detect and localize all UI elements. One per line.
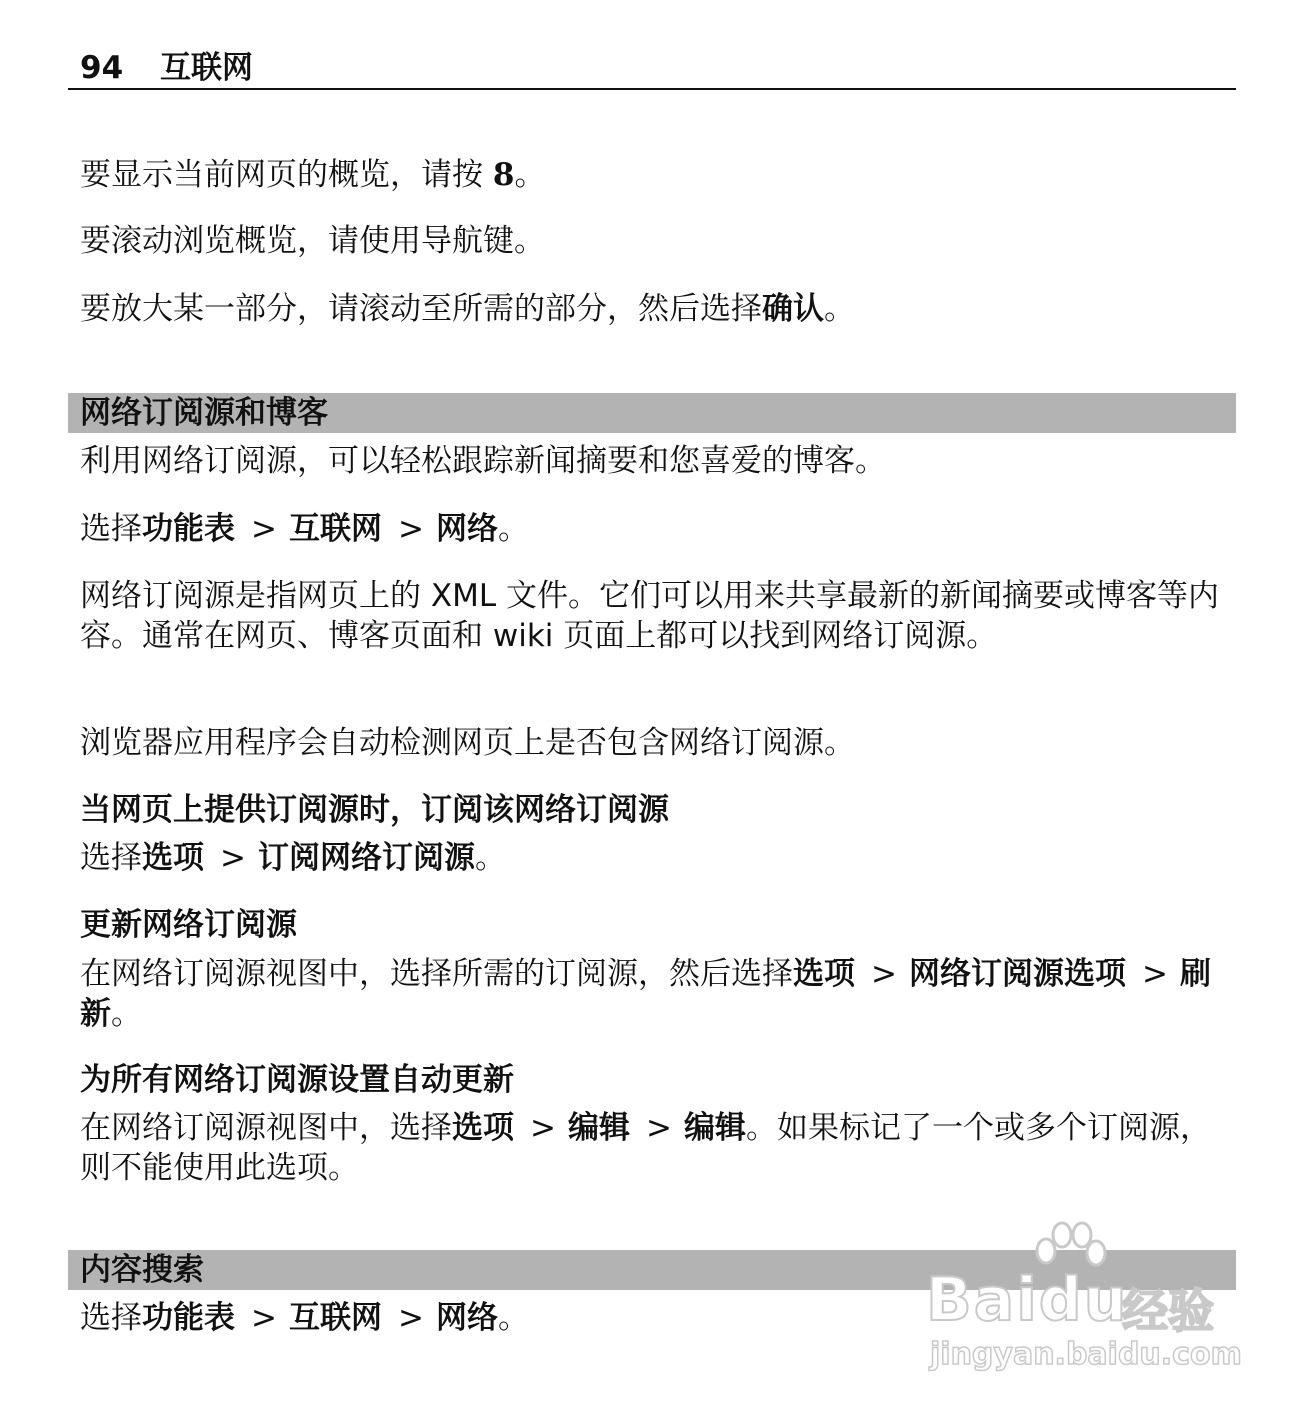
nav-separator: > bbox=[530, 1110, 556, 1146]
nav-separator: > bbox=[645, 1110, 672, 1146]
update-prefix: 在网络订阅源视图中，选择所需的订阅源，然后选择 bbox=[80, 956, 793, 992]
nav-end: 。 bbox=[497, 511, 529, 547]
nav-internet: 互联网 bbox=[288, 1300, 382, 1336]
zoom-command: 确认 bbox=[762, 291, 824, 327]
update-refresh: 刷新 bbox=[80, 956, 1211, 1032]
page-section-title: 互联网 bbox=[160, 50, 253, 86]
update-subheading: 更新网络订阅源 bbox=[80, 907, 297, 943]
nav-prefix: 选择 bbox=[80, 1300, 142, 1336]
section-heading-feeds-label: 网络订阅源和博客 bbox=[80, 395, 328, 431]
nav-separator: > bbox=[871, 956, 897, 992]
auto-options: 选项 bbox=[452, 1110, 514, 1146]
zoom-end: 。 bbox=[824, 291, 855, 327]
watermark-jingyan: 经验 bbox=[1122, 1284, 1214, 1338]
subscribe-command: 订阅网络订阅源 bbox=[257, 840, 475, 876]
feeds-detect-paragraph: 浏览器应用程序会自动检测网页上是否包含网络订阅源。 bbox=[80, 725, 855, 761]
auto-edit-1: 编辑 bbox=[567, 1110, 630, 1146]
nav-separator: > bbox=[397, 1300, 424, 1336]
nav-web: 网络 bbox=[435, 1300, 498, 1336]
section-heading-feeds bbox=[68, 393, 1236, 433]
page-number: 94 bbox=[80, 50, 124, 86]
subscribe-options: 选项 bbox=[142, 840, 204, 876]
subscribe-instruction bbox=[80, 838, 1230, 878]
page-header bbox=[68, 46, 1236, 90]
auto-prefix: 在网络订阅源视图中，选择 bbox=[80, 1110, 452, 1146]
nav-separator: > bbox=[1141, 956, 1168, 992]
auto-end: 。如果标记了一个或多个订阅源，则不能使用此选项。 bbox=[80, 1110, 1211, 1186]
overview-paragraph bbox=[80, 155, 1230, 195]
overview-key: 8 bbox=[492, 157, 515, 193]
baidu-jingyan-watermark bbox=[922, 1225, 1242, 1375]
auto-update-subheading: 为所有网络订阅源设置自动更新 bbox=[80, 1062, 514, 1098]
scroll-paragraph: 要滚动浏览概览，请使用导航键。 bbox=[80, 223, 545, 259]
watermark-url: jingyan.baidu.com bbox=[930, 1337, 1242, 1372]
nav-separator: > bbox=[397, 511, 424, 547]
nav-separator: > bbox=[251, 1300, 277, 1336]
nav-internet: 互联网 bbox=[288, 511, 382, 547]
section-heading-search-label: 内容搜索 bbox=[80, 1252, 204, 1288]
nav-menu: 功能表 bbox=[142, 1300, 235, 1336]
overview-text: 要显示当前网页的概览，请按 bbox=[80, 157, 493, 193]
nav-separator: > bbox=[220, 840, 246, 876]
feeds-nav-path bbox=[80, 509, 1230, 549]
update-end: 。 bbox=[111, 996, 142, 1032]
auto-update-instruction bbox=[80, 1108, 1230, 1188]
feeds-xml-paragraph: 网络订阅源是指网页上的 XML 文件。它们可以用来共享最新的新闻摘要或博客等内容。通常在网页、博客页面和 wiki 页面上都可以找到网络订阅源。 bbox=[80, 578, 1219, 654]
auto-edit-2: 编辑 bbox=[683, 1110, 746, 1146]
subscribe-end: 。 bbox=[474, 840, 506, 876]
update-feed-options: 网络订阅源选项 bbox=[908, 956, 1126, 992]
nav-end: 。 bbox=[497, 1300, 529, 1336]
nav-web: 网络 bbox=[435, 511, 498, 547]
overview-end: 。 bbox=[514, 157, 546, 193]
nav-menu: 功能表 bbox=[142, 511, 235, 547]
subscribe-subheading: 当网页上提供订阅源时，订阅该网络订阅源 bbox=[80, 792, 669, 828]
zoom-text: 要放大某一部分，请滚动至所需的部分，然后选择 bbox=[80, 291, 762, 327]
update-instruction bbox=[80, 954, 1230, 1034]
watermark-brand: Baidu bbox=[926, 1265, 1129, 1335]
nav-prefix: 选择 bbox=[80, 511, 142, 547]
feeds-intro-paragraph: 利用网络订阅源，可以轻松跟踪新闻摘要和您喜爱的博客。 bbox=[80, 443, 886, 479]
update-options: 选项 bbox=[793, 956, 855, 992]
subscribe-prefix: 选择 bbox=[80, 840, 142, 876]
zoom-paragraph bbox=[80, 289, 1230, 329]
nav-separator: > bbox=[251, 511, 277, 547]
